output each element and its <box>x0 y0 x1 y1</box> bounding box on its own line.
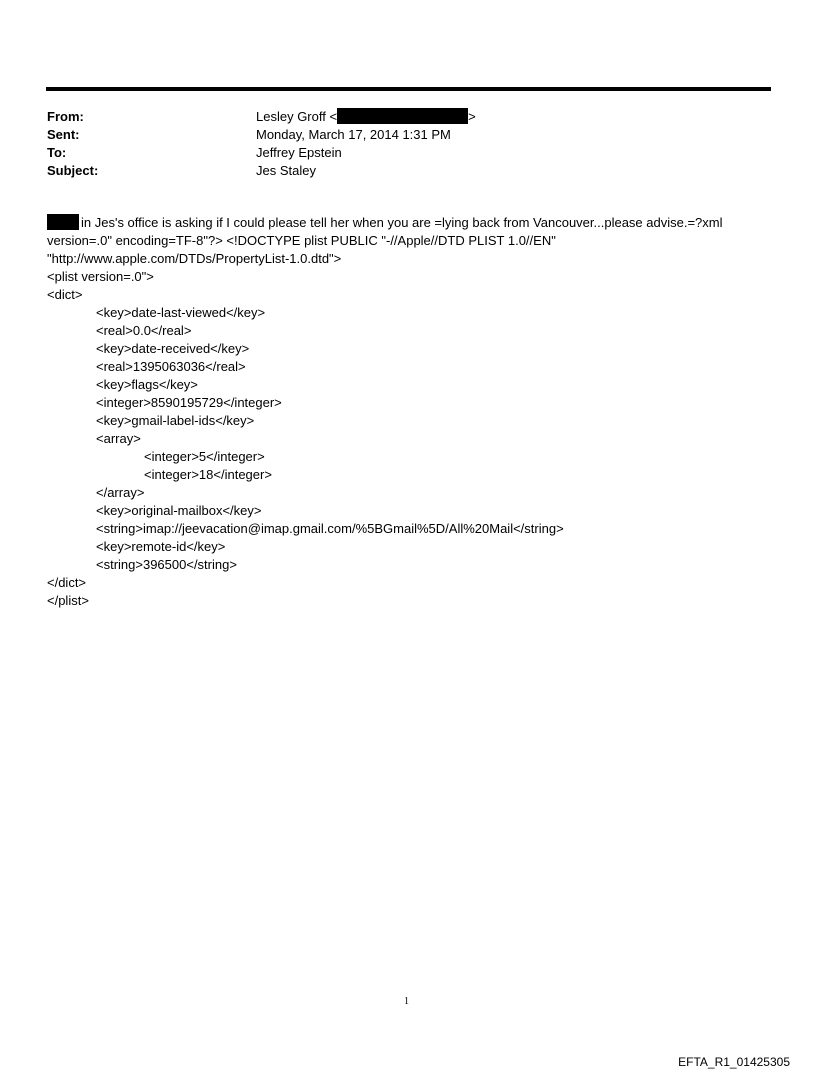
body-line: <string>imap://jeevacation@imap.gmail.com/%5BGmail%5D/All%20Mail</string> <box>96 521 564 536</box>
body-line: "http://www.apple.com/DTDs/PropertyList-1.0.dtd"> <box>47 251 342 266</box>
from-bracket: > <box>468 109 476 124</box>
body-text: in Jes's office is asking if I could please tell her when you are =lying back from Vancouver...please advise.=?xml <box>81 215 723 230</box>
body-line: <key>date-received</key> <box>96 341 250 356</box>
from-label: From: <box>47 109 84 124</box>
from-name: Lesley Groff < <box>256 109 338 124</box>
subject-row <box>47 162 476 180</box>
body-line: <integer>5</integer> <box>144 449 265 464</box>
subject-label: Subject: <box>47 163 99 178</box>
to-value: Jeffrey Epstein <box>256 145 342 160</box>
body-line: <key>date-last-viewed</key> <box>96 305 266 320</box>
subject-value: Jes Staley <box>256 163 316 178</box>
from-row <box>47 108 476 126</box>
body-line: <dict> <box>47 287 83 302</box>
sent-value: Monday, March 17, 2014 1:31 PM <box>256 127 451 142</box>
email-body <box>47 214 723 610</box>
body-line: <key>flags</key> <box>96 377 198 392</box>
body-line: <key>remote-id</key> <box>96 539 226 554</box>
document-id: EFTA_R1_01425305 <box>678 1055 790 1069</box>
body-line: </plist> <box>47 593 89 608</box>
sent-label: Sent: <box>47 127 80 142</box>
body-line: <string>396500</string> <box>96 557 237 572</box>
redaction-block <box>337 108 468 124</box>
header-divider <box>46 87 771 91</box>
page-number: 1 <box>404 996 409 1007</box>
from-value <box>256 108 476 126</box>
body-line: <key>original-mailbox</key> <box>96 503 262 518</box>
body-line: <real>0.0</real> <box>96 323 192 338</box>
redaction-block <box>47 214 79 230</box>
email-header <box>47 108 476 180</box>
sent-row <box>47 126 476 144</box>
body-line: <integer>8590195729</integer> <box>96 395 282 410</box>
body-line: version=.0" encoding=TF-8"?> <!DOCTYPE plist PUBLIC "-//Apple//DTD PLIST 1.0//EN" <box>47 233 556 248</box>
body-line <box>47 214 723 232</box>
to-row <box>47 144 476 162</box>
body-line: </array> <box>96 485 145 500</box>
body-line: <key>gmail-label-ids</key> <box>96 413 255 428</box>
body-line: <plist version=.0"> <box>47 269 154 284</box>
body-line: <array> <box>96 431 141 446</box>
body-line: <integer>18</integer> <box>144 467 272 482</box>
to-label: To: <box>47 145 67 160</box>
body-line: <real>1395063036</real> <box>96 359 246 374</box>
body-line: </dict> <box>47 575 87 590</box>
